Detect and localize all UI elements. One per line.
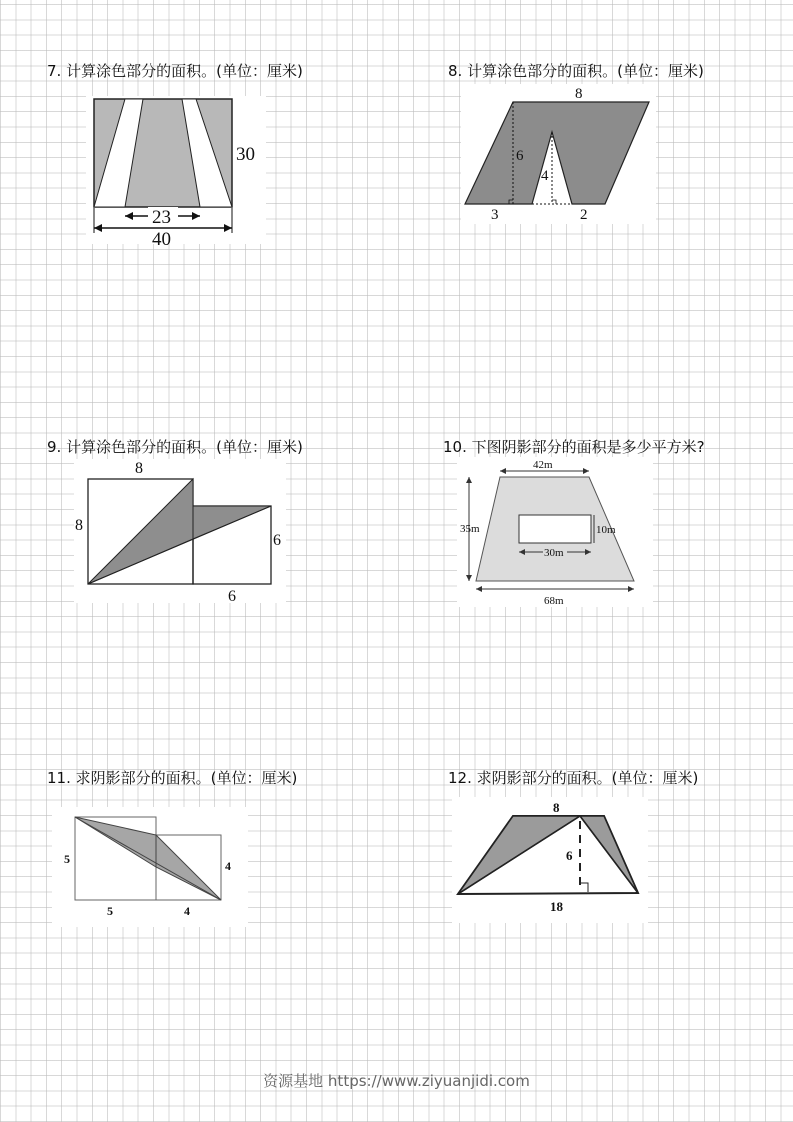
label-left-base: 3	[491, 207, 499, 223]
label-height: 30	[236, 144, 255, 165]
label-top: 8	[575, 86, 583, 102]
question-text: 下图阴影部分的面积是多少平方米?	[471, 438, 705, 456]
question-8-title	[448, 60, 704, 81]
question-number: 10.	[443, 438, 467, 456]
footer-watermark: 资源基地 https://www.ziyuanjidi.com	[263, 1072, 530, 1090]
label-small-right: 6	[273, 532, 281, 549]
figure-9	[70, 455, 290, 605]
question-text: 计算涂色部分的面积。(单位：厘米)	[66, 438, 303, 456]
figure-11	[50, 805, 250, 930]
figure-10	[455, 455, 655, 610]
question-text: 计算涂色部分的面积。(单位：厘米)	[66, 62, 303, 80]
question-9-title	[47, 436, 303, 457]
label-height: 35m	[460, 523, 480, 535]
question-10-title	[443, 436, 705, 457]
question-number: 12.	[448, 769, 472, 787]
figure-7	[80, 90, 280, 250]
label-top: 8	[553, 800, 560, 815]
question-number: 7.	[47, 62, 62, 80]
question-number: 11.	[47, 769, 71, 787]
question-7-title	[47, 60, 303, 81]
label-rect-height: 10m	[596, 524, 616, 536]
question-11-title	[47, 767, 297, 788]
label-small-right: 4	[225, 859, 231, 873]
question-number: 9.	[47, 438, 62, 456]
label-bottom: 18	[550, 899, 563, 914]
label-top: 42m	[533, 459, 553, 471]
label-rect-width: 30m	[544, 547, 564, 559]
question-text: 求阴影部分的面积。(单位：厘米)	[75, 769, 298, 787]
label-inner-base: 23	[152, 207, 171, 228]
label-height: 6	[566, 848, 573, 863]
label-outer-base: 40	[152, 229, 171, 250]
label-bottom: 68m	[544, 595, 564, 607]
label-right-base: 2	[580, 207, 588, 223]
label-height: 6	[516, 148, 524, 164]
question-number: 8.	[448, 62, 463, 80]
question-text: 求阴影部分的面积。(单位：厘米)	[476, 769, 699, 787]
question-12-title	[448, 767, 698, 788]
label-small-bottom: 6	[228, 588, 236, 605]
label-tri-height: 4	[541, 168, 549, 184]
label-big-bottom: 5	[107, 904, 113, 918]
label-small-bottom: 4	[184, 904, 190, 918]
white-rectangle	[519, 515, 591, 543]
question-text: 计算涂色部分的面积。(单位：厘米)	[467, 62, 704, 80]
label-big-left: 8	[75, 517, 83, 534]
label-big-left: 5	[64, 852, 70, 866]
figure-12	[450, 795, 650, 925]
label-big-top: 8	[135, 460, 143, 477]
figure-8	[455, 82, 660, 227]
